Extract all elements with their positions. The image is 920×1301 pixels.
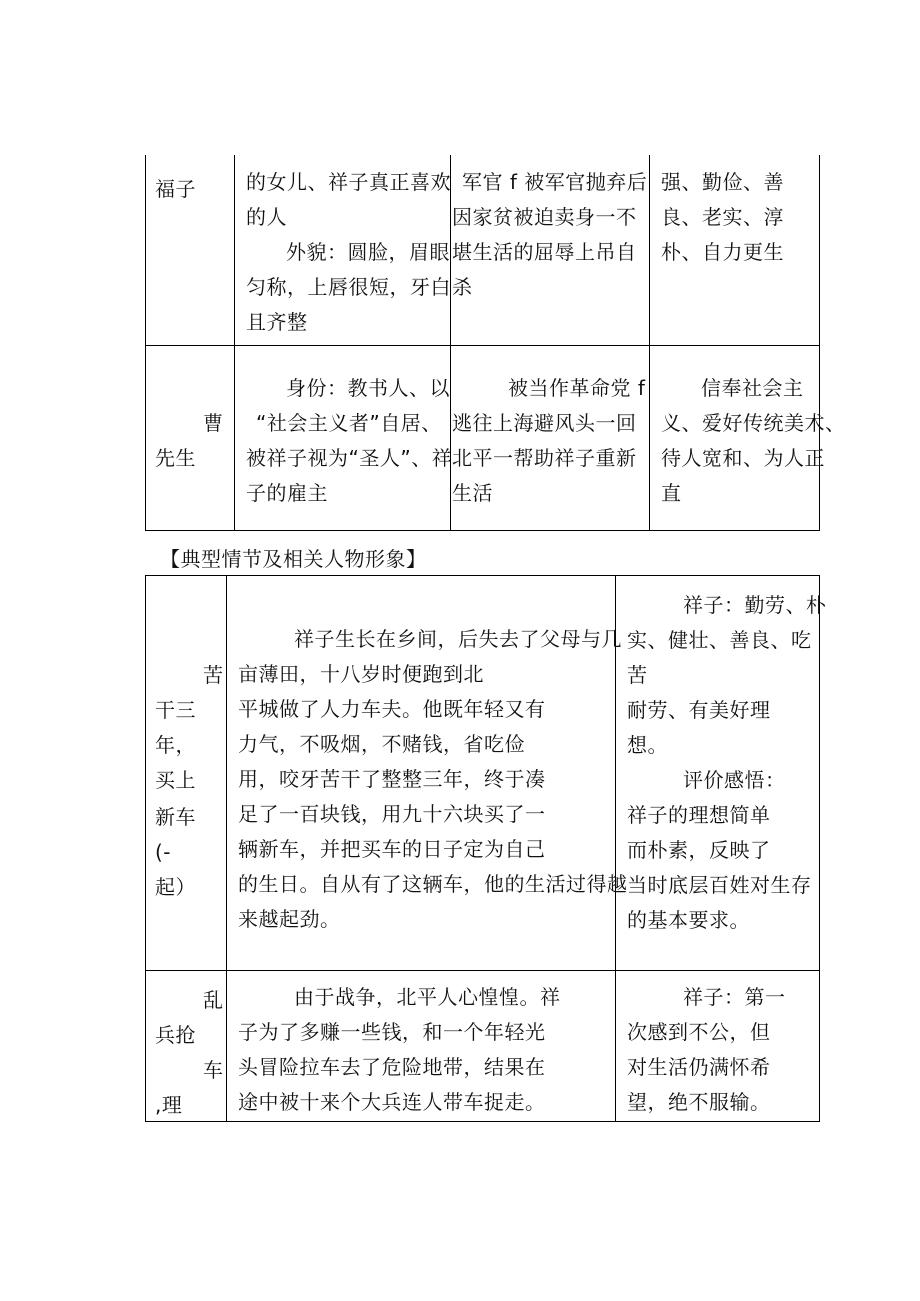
cell-line: 北平一帮助祥子重新	[452, 446, 637, 470]
cell-line: 义、爱好传统美术、	[661, 411, 846, 435]
cell-line: 先生	[155, 446, 196, 470]
cell-line: 杀	[452, 275, 473, 299]
cell-line: 堪生活的屈辱上吊自	[452, 240, 637, 264]
cell-line: 途中被十来个大兵连人带车捉走。	[238, 1090, 546, 1114]
table-border	[145, 1121, 820, 1122]
cell-line: 的基本要求。	[627, 908, 750, 932]
cell-line: 当时底层百姓对生存	[627, 873, 812, 897]
cell-line: 的生日。自从有了这辆车，他的生活过得越	[238, 872, 628, 896]
cell-line: 被祥子视为“圣人”、祥	[246, 446, 453, 470]
cell-line: 祥子：第一	[683, 985, 786, 1009]
cell-line: 乱	[203, 988, 224, 1012]
cell-line: ,理	[155, 1093, 183, 1117]
character-name: 福子	[155, 177, 196, 201]
cell-line: 平城做了人力车夫。他既年轻又有	[238, 697, 546, 721]
cell-line: 的女儿、祥子真正喜欢	[246, 170, 451, 194]
cell-line: 年，	[155, 733, 196, 757]
table-border	[145, 970, 820, 971]
cell-line: 耐劳、有美好理	[627, 698, 771, 722]
cell-line: 军官 f 被军官抛弃后	[462, 170, 648, 194]
cell-line: 直	[661, 481, 682, 505]
cell-line: (-	[155, 840, 172, 864]
cell-line: 曹	[203, 411, 224, 435]
cell-line: 苦	[203, 663, 224, 687]
cell-line: 的人	[246, 205, 287, 229]
cell-line: 强、勤俭、善	[661, 170, 784, 194]
cell-line: 用，咬牙苦干了整整三年，终于凑	[238, 767, 546, 791]
cell-line: 车	[203, 1058, 224, 1082]
table-border	[145, 530, 820, 531]
cell-line: 来越起劲。	[238, 907, 341, 931]
character-trait-cell	[661, 165, 784, 270]
cell-line: 子的雇主	[246, 481, 328, 505]
table-border	[234, 155, 235, 531]
cell-line: 头冒险拉车去了危险地带，结果在	[238, 1055, 546, 1079]
cell-line: “社会主义者”自居、	[256, 411, 442, 435]
cell-line: 生活	[452, 481, 493, 505]
cell-line: 匀称，上唇很短，牙白	[246, 275, 451, 299]
table-border	[226, 575, 227, 1122]
table-border	[145, 575, 820, 576]
cell-line: 买上	[155, 768, 196, 792]
cell-line: 评价感悟：	[683, 768, 786, 792]
cell-line: 实、健壮、善良、吃	[627, 628, 812, 652]
cell-line: 祥子：勤劳、朴	[683, 593, 827, 617]
cell-line: 对生活仍满怀希	[627, 1055, 771, 1079]
table-border	[145, 345, 820, 346]
cell-line: 良、老实、淳	[661, 205, 784, 229]
character-name	[155, 406, 224, 476]
character-image-cell	[627, 588, 827, 938]
character-fate-cell	[452, 165, 647, 305]
cell-line: 且齐整	[246, 310, 308, 334]
cell-line: 外貌：圆脸，眉眼	[286, 240, 450, 264]
plot-description-cell	[238, 622, 628, 937]
cell-line: 足了一百块钱，用九十六块买了一	[238, 802, 546, 826]
table-border	[145, 155, 146, 531]
cell-line: 被当作革命党 f	[508, 376, 646, 400]
cell-line: 朴、自力更生	[661, 240, 784, 264]
cell-line: 逃往上海避风头一回	[452, 411, 637, 435]
character-image-cell	[627, 980, 786, 1120]
cell-line: 信奉社会主	[701, 376, 804, 400]
cell-line: 子为了多赚一些钱，和一个年轻光	[238, 1020, 546, 1044]
cell-line: 祥子生长在乡间，后失去了父母与几	[294, 627, 622, 651]
cell-line: 亩薄田，十八岁时便跑到北	[238, 662, 484, 686]
cell-line: 想。	[627, 733, 668, 757]
plot-title-cell	[155, 983, 224, 1123]
cell-line: 由于战争，北平人心惶惶。祥	[294, 985, 561, 1009]
plot-description-cell	[238, 980, 561, 1120]
cell-line: 苦	[627, 663, 648, 687]
character-identity-cell	[246, 165, 451, 340]
cell-line: 力气，不吸烟，不赌钱，省吃俭	[238, 732, 525, 756]
cell-line: 待人宽和、为人正	[661, 446, 825, 470]
cell-line: 次感到不公，但	[627, 1020, 771, 1044]
cell-line: 祥子的理想简单	[627, 803, 771, 827]
cell-line: 干三	[155, 698, 196, 722]
cell-line: 新车	[155, 805, 196, 829]
cell-line: 辆新车，并把买车的日子定为自己	[238, 837, 546, 861]
plot-title-cell	[155, 658, 224, 905]
table-border	[145, 575, 146, 1122]
cell-line: 起）	[155, 875, 196, 899]
character-trait-cell	[661, 371, 846, 511]
section-heading: 【典型情节及相关人物形象】	[160, 547, 427, 571]
character-fate-cell	[452, 371, 645, 511]
character-identity-cell	[246, 371, 452, 511]
cell-line: 兵抢	[155, 1023, 196, 1047]
cell-line: 而朴素，反映了	[627, 838, 771, 862]
cell-line: 望，绝不服输。	[627, 1090, 771, 1114]
cell-line: 因家贫被迫卖身一不	[452, 205, 637, 229]
cell-line: 身份：教书人、以	[286, 376, 450, 400]
table-border	[649, 155, 650, 531]
